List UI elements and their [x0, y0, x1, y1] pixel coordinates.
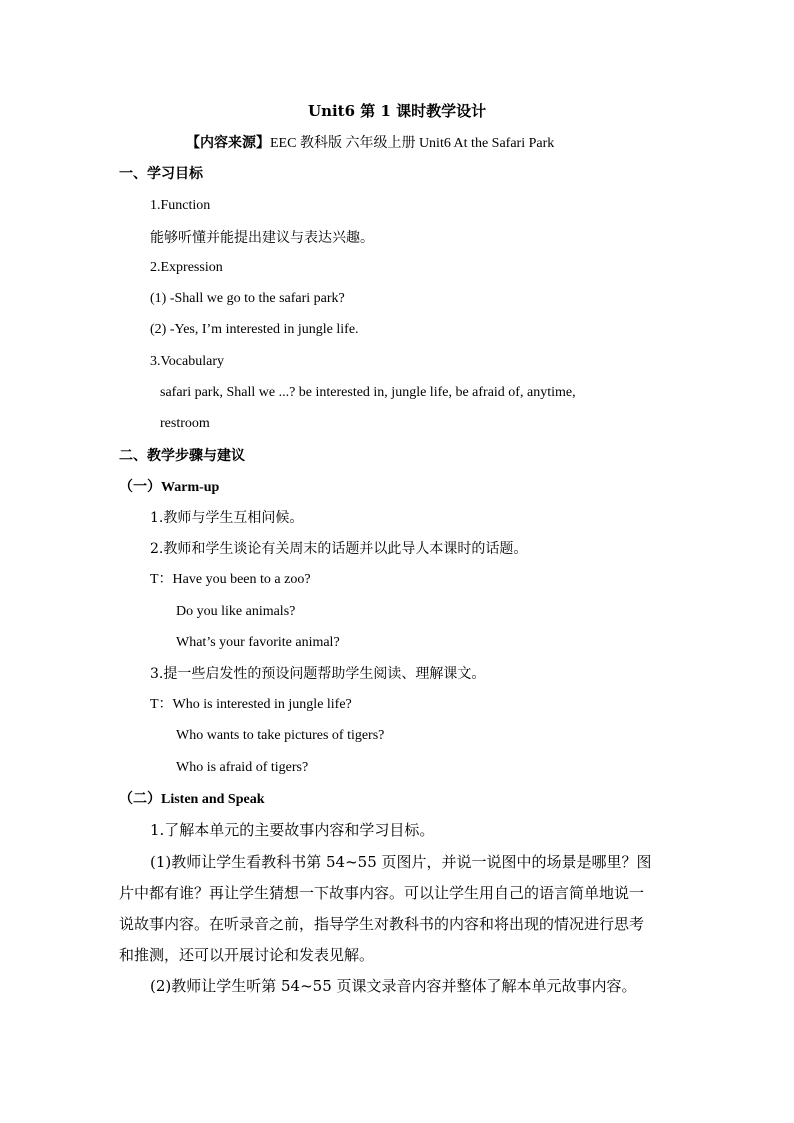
listen-paragraph-1-line-2: 片中都有谁？再让学生猜想一下故事内容。可以让学生用自己的语言简单地说一	[119, 884, 645, 902]
warmup-step-3: 3.提一些启发性的预设问题帮助学生阅读、理解课文。	[150, 666, 486, 682]
objective-vocabulary-list: safari park, Shall we ...? be interested in, jungle life, be afraid of, anytime,	[160, 385, 576, 400]
objective-function-label: 1.Function	[150, 198, 211, 213]
warmup-question-3: What’s your favorite animal?	[176, 635, 340, 650]
listen-heading-prefix: （二）	[119, 791, 161, 807]
warmup-question-1: T：Have you been to a zoo?	[150, 572, 311, 587]
objective-vocabulary-list-cont: restroom	[160, 416, 210, 431]
warmup-heading-text: Warm-up	[161, 480, 220, 495]
listen-paragraph-1-line-3: 说故事内容。在听录音之前，指导学生对教科书的内容和将出现的情况进行思考	[119, 915, 645, 933]
section-heading-steps: 二、教学步骤与建议	[119, 448, 245, 464]
listen-paragraph-2: (2)教师让学生听第 54~55 页课文录音内容并整体了解本单元故事内容。	[150, 977, 637, 995]
warmup-question-4: T：Who is interested in jungle life?	[150, 697, 352, 712]
objective-expression-label: 2.Expression	[150, 260, 223, 275]
content-source-label: 【内容来源】	[186, 135, 270, 151]
listen-heading-text: Listen and Speak	[161, 792, 265, 807]
warmup-question-5: Who wants to take pictures of tigers?	[176, 728, 385, 743]
subsection-heading-listen	[119, 789, 264, 810]
listen-step-1: 1.了解本单元的主要故事内容和学习目标。	[150, 821, 435, 839]
warmup-step-2: 2.教师和学生谈论有关周末的话题并以此导人本课时的话题。	[150, 541, 528, 557]
warmup-question-6: Who is afraid of tigers?	[176, 760, 309, 775]
document-title: Unit6 第 1 课时教学设计	[308, 102, 487, 120]
content-source	[186, 133, 554, 154]
section-heading-objectives: 一、学习目标	[119, 166, 203, 182]
listen-paragraph-1-line-1: (1)教师让学生看教科书第 54~55 页图片，并说一说图中的场景是哪里？图	[150, 853, 652, 871]
warmup-step-1: 1.教师与学生互相问候。	[150, 510, 304, 526]
warmup-heading-prefix: （一）	[119, 479, 161, 495]
warmup-question-2: Do you like animals?	[176, 604, 296, 619]
objective-function-text: 能够听懂并能提出建议与表达兴趣。	[150, 230, 374, 246]
objective-vocabulary-label: 3.Vocabulary	[150, 354, 224, 369]
listen-paragraph-1-line-4: 和推测，还可以开展讨论和发表见解。	[119, 946, 375, 964]
objective-expression-2: (2) -Yes, I’m interested in jungle life.	[150, 322, 359, 337]
objective-expression-1: (1) -Shall we go to the safari park?	[150, 291, 345, 306]
content-source-text: EEC 教科版 六年级上册 Unit6 At the Safari Park	[270, 136, 555, 151]
subsection-heading-warmup	[119, 477, 219, 498]
